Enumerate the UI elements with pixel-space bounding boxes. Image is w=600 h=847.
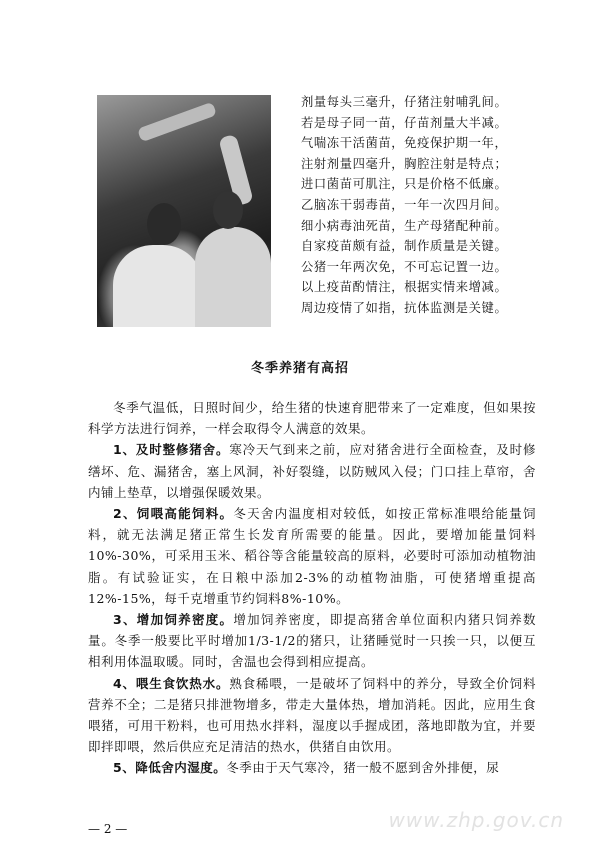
section-text: 寒冷天气到来之前，应对猪舍进行全面检查，及时修缮坏、危、漏猪舍，塞上风洞，补好裂缝，以防贼风入侵；门口挂上草帘，舍内铺上垫草，以增强保暖效果。 (88, 442, 536, 500)
verse-line: 剂量每头三毫升，仔猪注射哺乳间。 (301, 95, 508, 109)
section-text: 冬季由于天气寒冷，猪一般不愿到舍外排便，尿 (226, 760, 500, 776)
section-heading: 4、喂生食饮热水。 (113, 675, 230, 691)
verse-line: 进口菌苗可肌注，只是价格不低廉。 (301, 177, 508, 192)
section-text: 冬天舍内温度相对较低，如按正常标准喂给能量饲料，就无法满足猪正常生长发育所需要的能量。因此，要增加能量饲料10%-30%，可采用玉米、稻谷等含能量较高的原料，必要时可添加动植物油脂。有试验证实，在日粮中添加2-3%的动植物油脂，可使猪增重提高12%-15%，每千克增重节约饲料8%-10%。 (88, 506, 536, 606)
photo-head-right (213, 191, 243, 229)
verse-line: 以上疫苗酌情注，根据实情来增减。 (301, 280, 508, 295)
article-intro: 冬季气温低，日照时间少，给生猪的快速育肥带来了一定难度，但如果按科学方法进行饲养，一样会取得令人满意的效果。 (88, 400, 536, 437)
verse-line: 公猪一年两次免，不可忘记置一边。 (301, 259, 508, 274)
photo-head-left (147, 203, 181, 245)
section-heading: 2、饲喂高能饲料。 (113, 506, 234, 522)
verse-line: 气喘冻干活菌苗，免疫保护期一年， (301, 136, 508, 151)
article-title: 冬季养猪有高招 (250, 361, 349, 376)
section-heading: 5、降低舍内湿度。 (113, 760, 227, 776)
section-heading: 3、增加饲养密度。 (113, 612, 234, 628)
section-5 (88, 757, 536, 778)
section-3 (88, 609, 536, 673)
article-body (88, 397, 536, 779)
section-text: 熟食稀喂，一是破坏了饲料中的养分，导致全价饲料营养不全；二是猪只排泄物增多，带走大量体热，增加消耗。因此，应用生食喂猪，可用干粉料，也可用热水拌料，湿度以手握成团，落地即散为宜，并要即拌即喂，然后供应充足清洁的热水，供猪自由饮用。 (88, 675, 536, 755)
photo-bottle (137, 102, 217, 143)
section-heading: 1、及时整修猪舍。 (113, 442, 230, 458)
verse-line: 乙脑冻干弱毒苗，一年一次四月间。 (301, 197, 508, 212)
page-number: — 2 — (88, 822, 128, 836)
section-4 (88, 673, 536, 758)
photo-man-right (195, 227, 271, 327)
verse-line: 注射剂量四毫升，胸腔注射是特点； (301, 156, 508, 171)
watermark: www.zhp.gov.cn (388, 808, 564, 832)
section-2 (88, 503, 536, 609)
photo-two-men-lab (97, 95, 271, 327)
verse-line: 周边疫情了如指，抗体监测是关键。 (301, 300, 508, 315)
section-text: 增加饲养密度，即提高猪舍单位面积内猪只饲养数量。冬季一般要比平时增加1/3-1/2的猪只，让猪睡觉时一只挨一只，以便互相利用体温取暖。同时，舍温也会得到相应提高。 (88, 612, 536, 670)
verse-line: 细小病毒油死苗，生产母猪配种前。 (301, 218, 508, 233)
verse-block (301, 92, 541, 319)
section-1 (88, 439, 536, 503)
verse-line: 若是母子同一苗，仔苗剂量大半减。 (301, 115, 508, 130)
verse-line: 自家疫苗颇有益，制作质量是关键。 (301, 239, 508, 254)
photo-man-left (113, 245, 203, 327)
